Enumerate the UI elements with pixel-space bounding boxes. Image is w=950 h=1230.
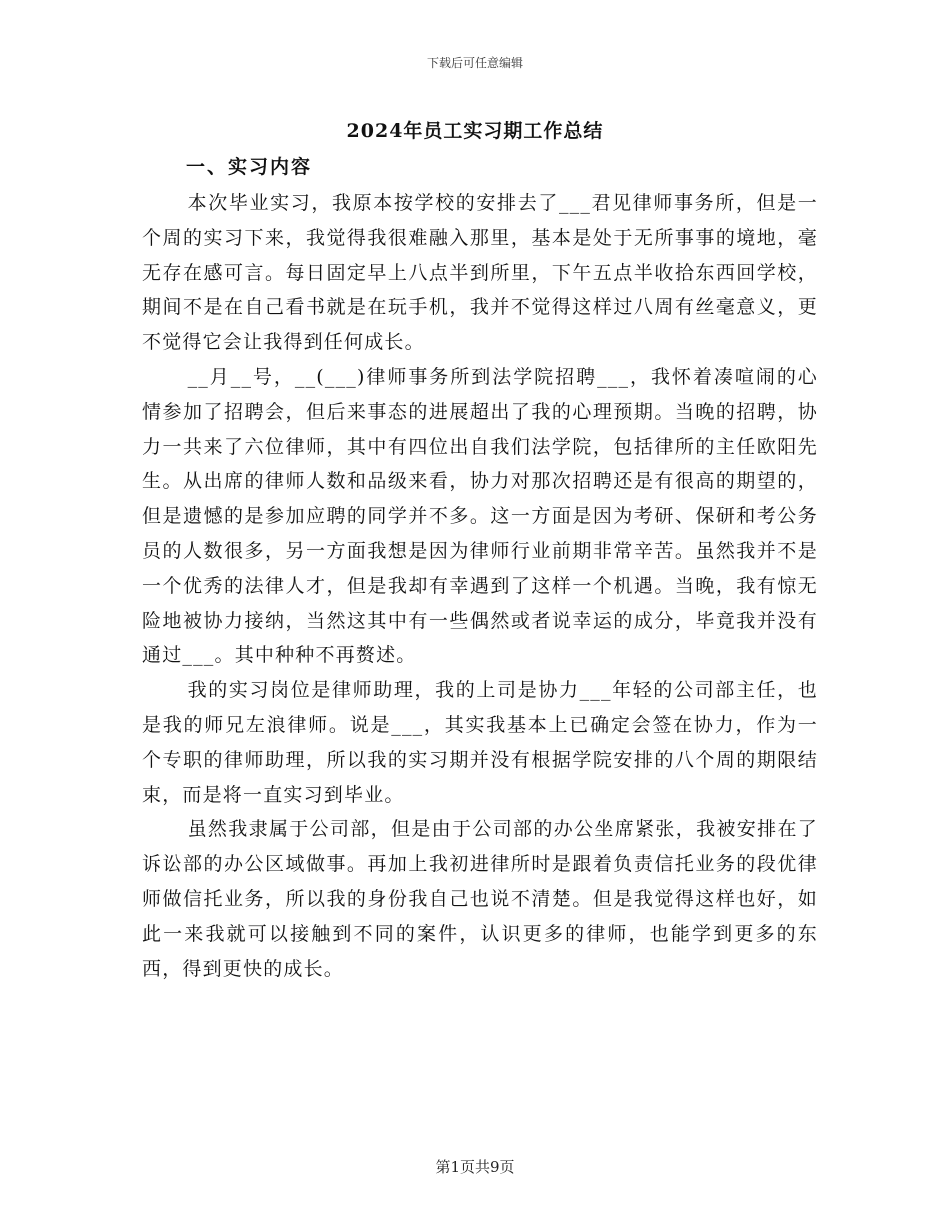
page-number: 第1页共9页: [435, 1158, 515, 1176]
paragraph-4: 虽然我隶属于公司部，但是由于公司部的办公坐席紧张，我被安排在了诉讼部的办公区域做事。再加上我初进律所时是跟着负责信托业务的段优律师做信托业务，所以我的身份我自己也说不清楚。但是我觉得这样也好，如此一来我就可以接触到不同的案件，认识更多的律师，也能学到更多的东西，得到更快的成长。: [142, 818, 818, 980]
paragraph-3: 我的实习岗位是律师助理，我的上司是协力___年轻的公司部主任，也是我的师兄左浪律师。说是___，其实我基本上已确定会签在协力，作为一个专职的律师助理，所以我的实习期并没有根据学院安排的八个周的期限结束，而是将一直实习到毕业。: [142, 679, 818, 806]
section-heading: 一、实习内容: [186, 156, 313, 178]
document-title: 2024年员工实习期工作总结: [346, 120, 604, 142]
document-body: [142, 186, 818, 986]
header-note: 下载后可任意编辑: [426, 56, 523, 70]
paragraph-1: 本次毕业实习，我原本按学校的安排去了___君见律师事务所，但是一个周的实习下来，我觉得我很难融入那里，基本是处于无所事事的境地，毫无存在感可言。每日固定早上八点半到所里，下午五点半收拾东西回学校，期间不是在自己看书就是在玩手机，我并不觉得这样过八周有丝毫意义，更不觉得它会让我得到任何成长。: [142, 192, 818, 354]
paragraph-2: __月__号，__(___)律师事务所到法学院招聘___，我怀着凑喧闹的心情参加了招聘会，但后来事态的进展超出了我的心理预期。当晚的招聘，协力一共来了六位律师，其中有四位出自我们法学院，包括律所的主任欧阳先生。从出席的律师人数和品级来看，协力对那次招聘还是有很高的期望的，但是遗憾的是参加应聘的同学并不多。这一方面是因为考研、保研和考公务员的人数很多，另一方面我想是因为律师行业前期非常辛苦。虽然我并不是一个优秀的法律人才，但是我却有幸遇到了这样一个机遇。当晚，我有惊无险地被协力接纳，当然这其中有一些偶然或者说幸运的成分，毕竟我并没有通过___。其中种种不再赘述。: [142, 365, 818, 667]
